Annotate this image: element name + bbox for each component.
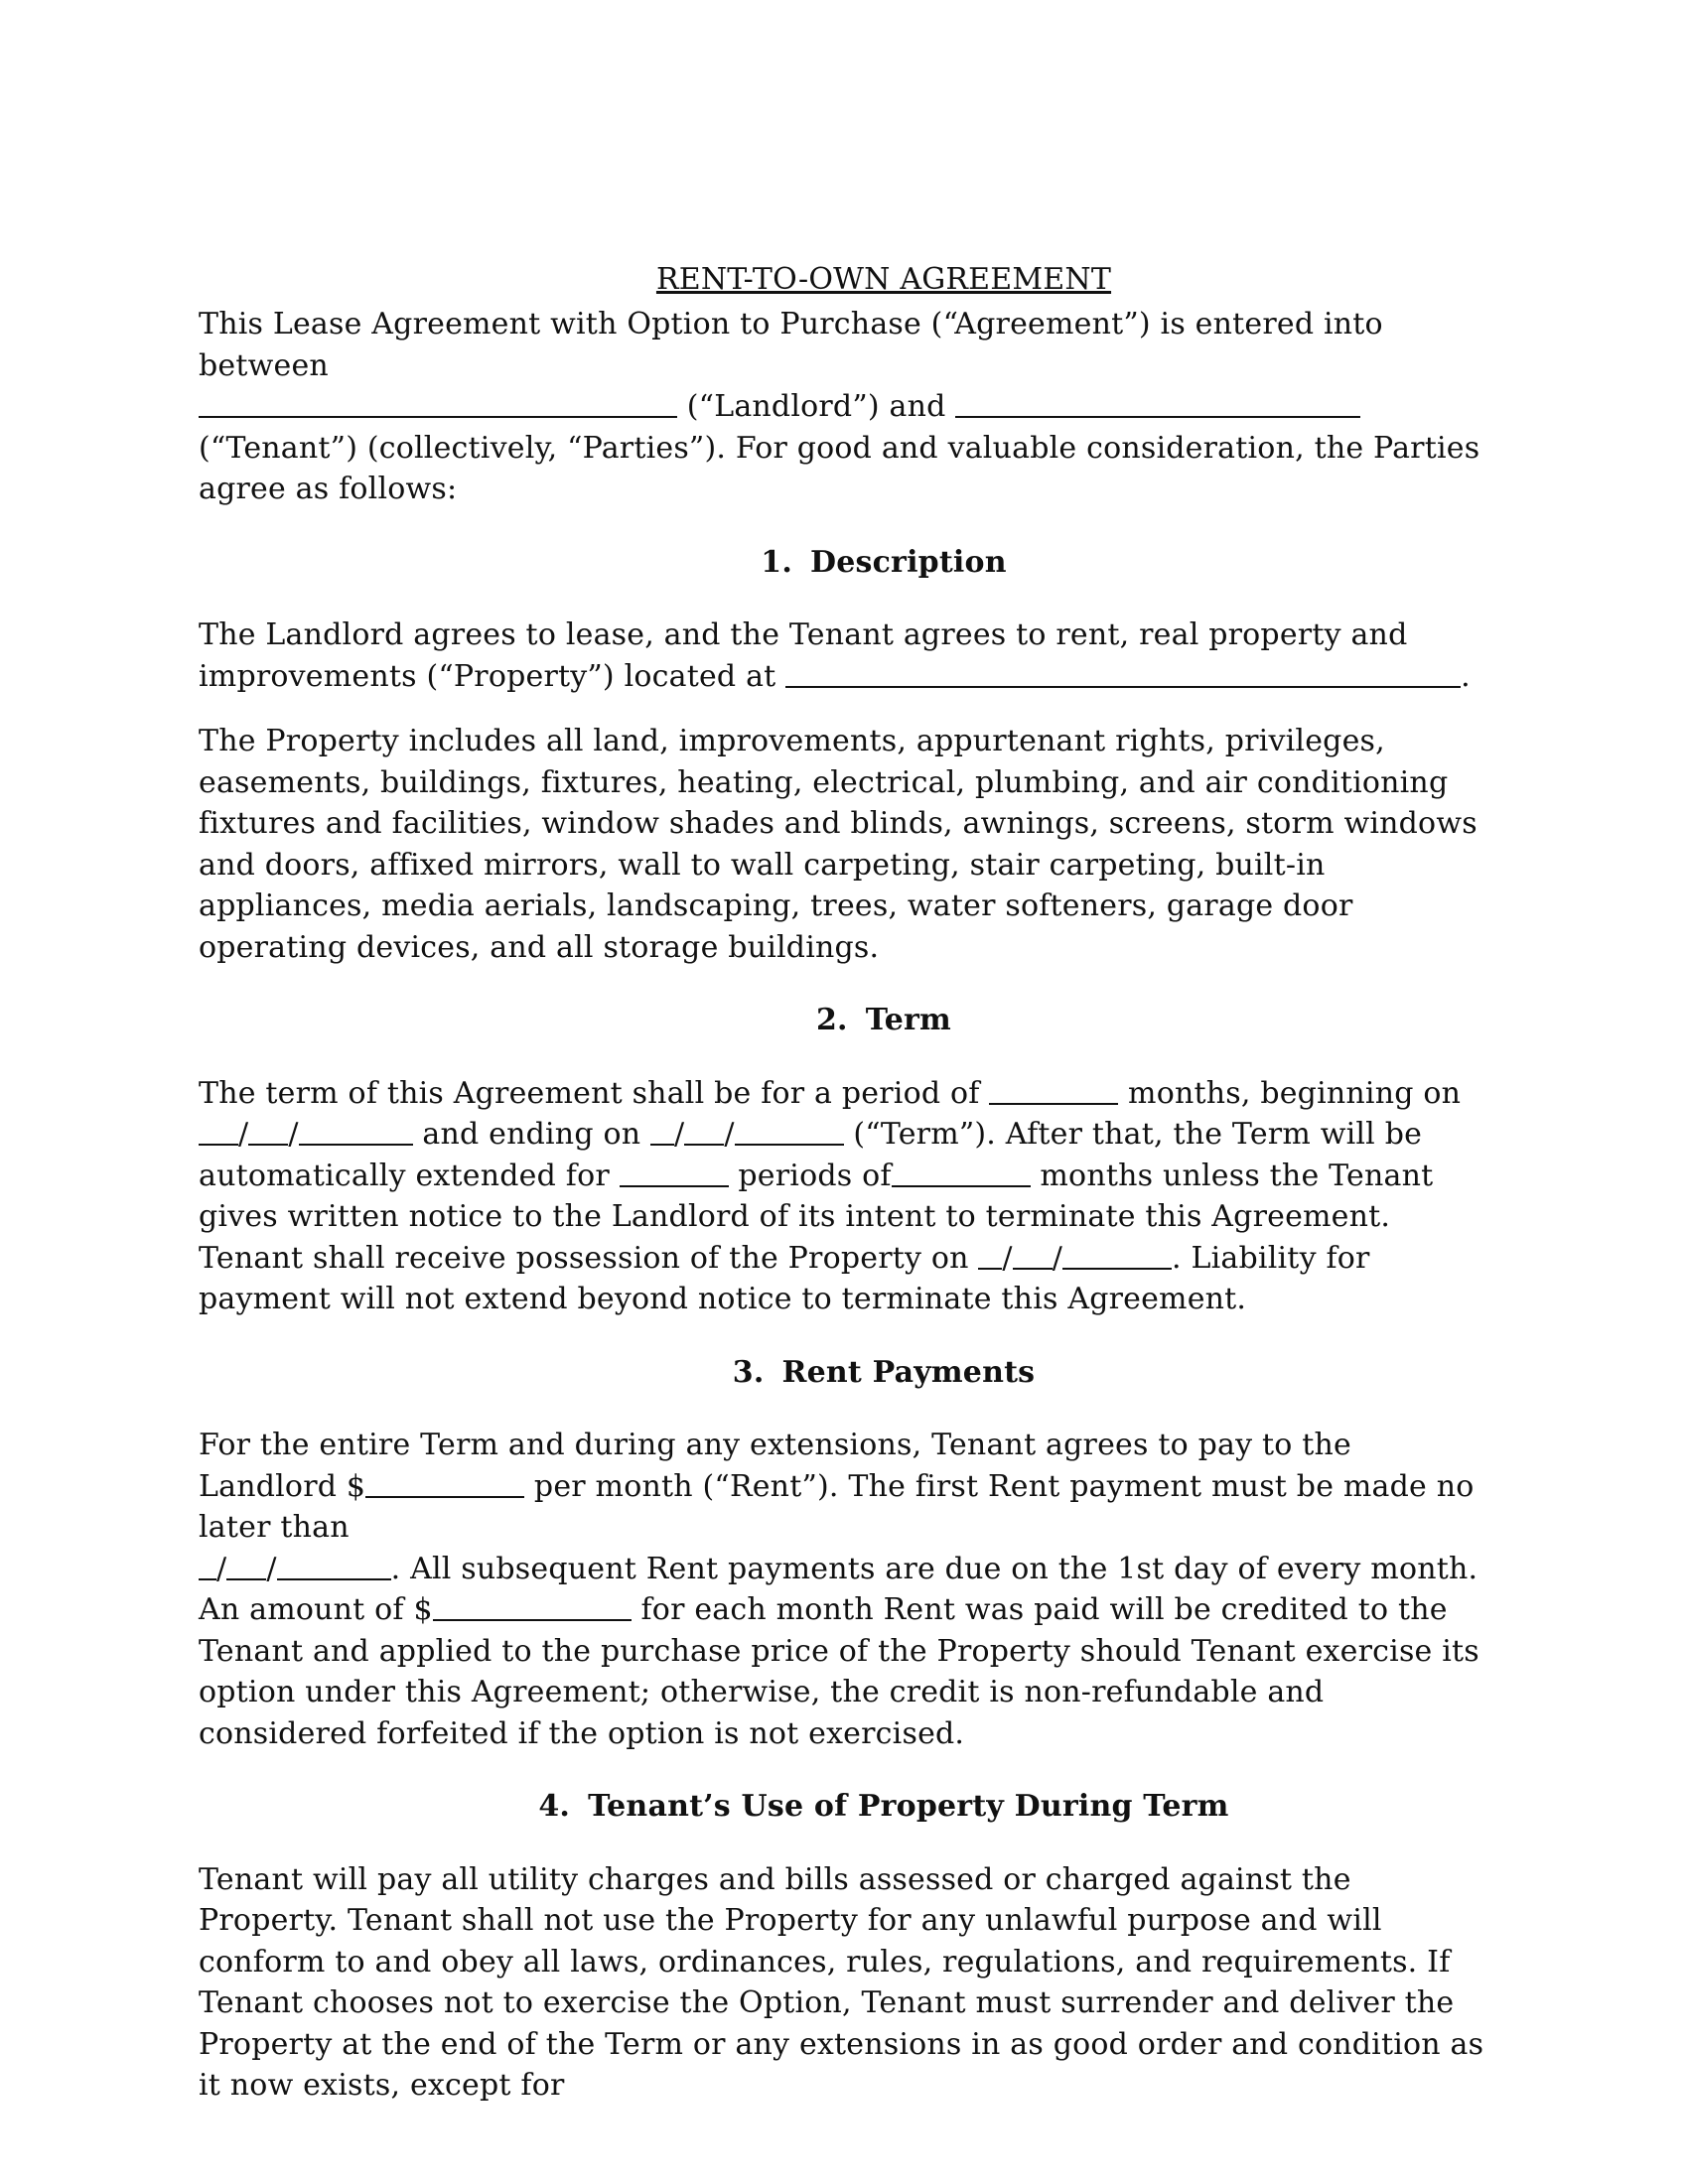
- term-text-3: and ending on: [422, 1117, 641, 1152]
- first-rent-year-blank[interactable]: [277, 1577, 391, 1580]
- section-1-heading: [199, 542, 1489, 584]
- date-slash: /: [238, 1117, 249, 1152]
- property-address-blank[interactable]: [785, 685, 1461, 688]
- section-4-heading: [199, 1786, 1489, 1828]
- section-2-heading: [199, 1000, 1489, 1041]
- possession-day-blank[interactable]: [1013, 1267, 1053, 1270]
- section-2-number: 2.: [815, 1003, 848, 1037]
- rent-amount-blank[interactable]: [365, 1495, 524, 1498]
- section-1-number: 1.: [761, 544, 792, 580]
- end-day-blank[interactable]: [684, 1143, 724, 1146]
- intro-text-1: This Lease Agreement with Option to Purchase (“Agreement”) is entered into between: [199, 307, 1383, 383]
- date-slash: /: [266, 1551, 277, 1586]
- end-year-blank[interactable]: [735, 1143, 844, 1146]
- use-of-property-paragraph: Tenant will pay all utility charges and bills assessed or charged against the Property. Tenant shall not use the Property for any unlawful purpose and will conform to and obey all laws, ordinances, rules, regulations, and requirements. If Tenant chooses not to exercise the Option, Tenant must surrender and deliver the Property at the end of the Term or any extensions in as good order and condition as it now exists, except for: [199, 1861, 1484, 2103]
- begin-year-blank[interactable]: [299, 1143, 413, 1146]
- term-paragraph: [199, 1073, 1489, 1320]
- intro-text-2: (“Tenant”) (collectively, “Parties”). For good and valuable consideration, the Parties agree as follows:: [199, 430, 1480, 506]
- date-slash: /: [216, 1551, 227, 1586]
- date-slash: /: [674, 1117, 685, 1152]
- term-text-6: months unless the Tenant gives written notice to the Landlord of its intent to terminate this Agreement. Tenant shall receive possession of the Property on: [199, 1158, 1434, 1276]
- section-4-number: 4.: [538, 1789, 571, 1824]
- rent-text-1: For the entire Term and during any extensions, Tenant agrees to pay to the Landlord $: [199, 1428, 1351, 1504]
- begin-month-blank[interactable]: [199, 1143, 238, 1146]
- extension-count-blank[interactable]: [620, 1184, 729, 1187]
- date-slash: /: [1052, 1240, 1063, 1276]
- date-slash: /: [724, 1117, 735, 1152]
- rent-credit-blank[interactable]: [433, 1618, 632, 1621]
- rent-text-2: per month (“Rent”). The first Rent payment must be made no later than: [199, 1468, 1475, 1545]
- date-slash: /: [288, 1117, 299, 1152]
- begin-day-blank[interactable]: [248, 1143, 288, 1146]
- term-text-1: The term of this Agreement shall be for a period of: [199, 1075, 980, 1111]
- rent-text-4: for each month Rent was paid will be credited to the Tenant and applied to the purchase price of the Property should Tenant exercise its option under this Agreement; otherwise, the credit is non-refundable and considered forfeited if the option is not exercised.: [199, 1592, 1479, 1751]
- end-month-blank[interactable]: [650, 1143, 674, 1146]
- section-4-title: Tenant’s Use of Property During Term: [588, 1789, 1229, 1824]
- rent-text-3: . All subsequent Rent payments are due on the 1st day of every month. An amount of $: [199, 1551, 1478, 1627]
- tenant-name-blank[interactable]: [955, 415, 1360, 418]
- section-3-number: 3.: [732, 1354, 765, 1390]
- description-text: The Landlord agrees to lease, and the Tenant agrees to rent, real property and improvements (“Property”) located at: [199, 617, 1408, 694]
- possession-month-blank[interactable]: [978, 1267, 1002, 1270]
- landlord-label: (“Landlord”) and: [686, 389, 946, 424]
- section-2-title: Term: [865, 1003, 952, 1037]
- description-paragraph-1: [199, 614, 1489, 697]
- intro-paragraph: [199, 304, 1489, 510]
- term-text-5: periods of: [738, 1158, 892, 1193]
- document-body: [199, 256, 1489, 2107]
- rent-paragraph: [199, 1425, 1489, 1754]
- section-3-heading: [199, 1352, 1489, 1394]
- description-period: .: [1461, 658, 1471, 694]
- term-text-7: . Liability for payment will not extend beyond notice to terminate this Agreement.: [199, 1240, 1370, 1316]
- section-1-title: Description: [810, 544, 1007, 580]
- document-title: RENT-TO-OWN AGREEMENT: [655, 262, 1112, 297]
- term-text-4: (“Term”). After that, the Term will be automatically extended for: [199, 1117, 1423, 1193]
- first-rent-month-blank[interactable]: [199, 1577, 216, 1580]
- term-months-blank[interactable]: [989, 1102, 1118, 1105]
- date-slash: /: [1002, 1240, 1013, 1276]
- first-rent-day-blank[interactable]: [226, 1577, 266, 1580]
- section-3-title: Rent Payments: [781, 1354, 1036, 1390]
- possession-year-blank[interactable]: [1062, 1267, 1172, 1270]
- landlord-name-blank[interactable]: [199, 415, 677, 418]
- extension-months-blank[interactable]: [892, 1184, 1031, 1187]
- term-text-2: months, beginning on: [1128, 1075, 1462, 1111]
- description-paragraph-2: The Property includes all land, improvements, appurtenant rights, privileges, easements, buildings, fixtures, heating, electrical, plumbing, and air conditioning fixtures and facilities, window shades and blinds, awnings, screens, storm windows and doors, affixed mirrors, wall to wall carpeting, stair carpeting, built-in appliances, media aerials, landscaping, trees, water softeners, garage door operating devices, and all storage buildings.: [199, 724, 1477, 965]
